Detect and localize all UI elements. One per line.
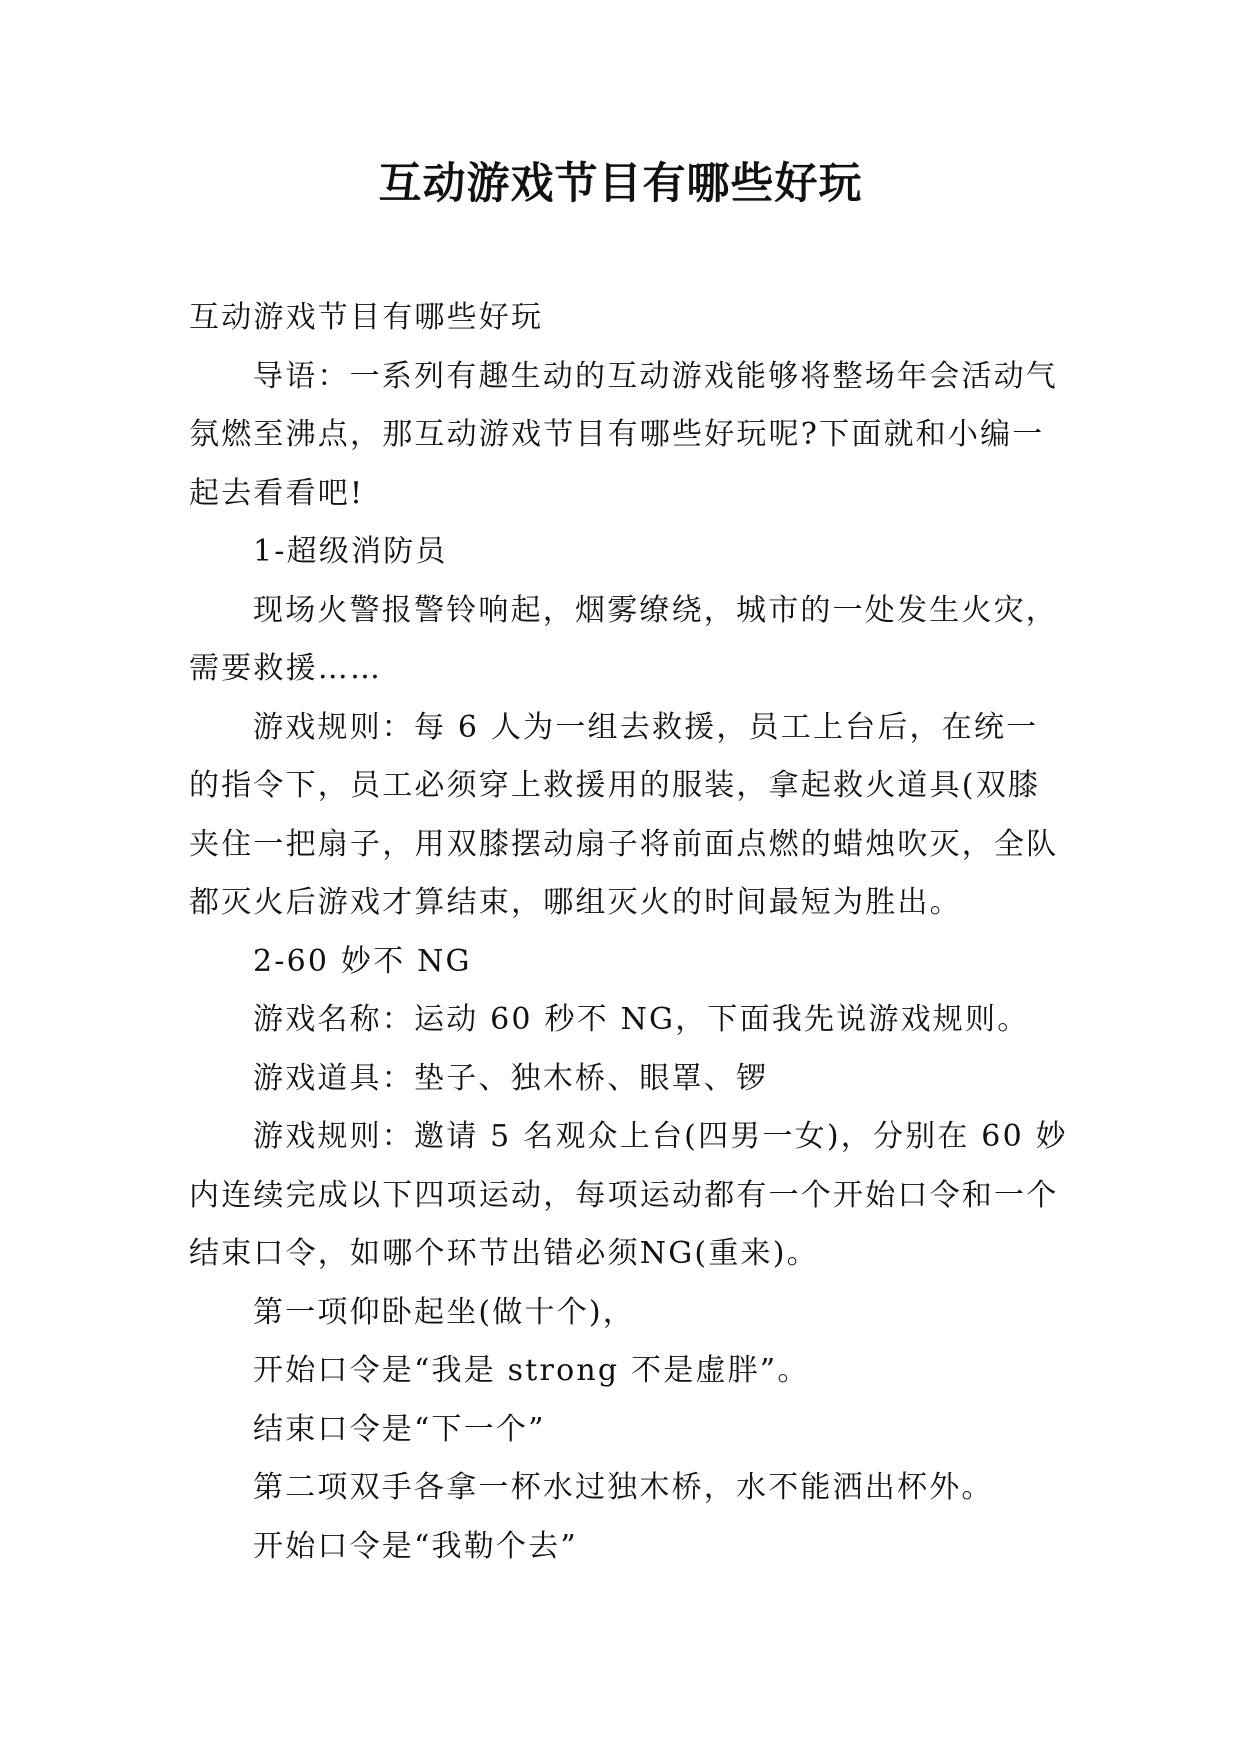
paragraph: 第一项仰卧起坐(做十个)， [253,1294,636,1330]
paragraph: 第二项双手各拿一杯水过独木桥，水不能洒出杯外。 [253,1470,994,1505]
paragraph: 游戏规则：邀请 5 名观众上台(四男一女)，分别在 60 妙内连续完成以下四项运动，每项运动都有一个开始口令和一个结束口令，如哪个环节出错必须NG(重来)。 [189,1119,1068,1271]
paragraph: 游戏道具：垫子、独木桥、眼罩、锣 [253,1060,769,1096]
section-heading-1: 1-超级消防员 [253,534,448,569]
paragraph-subtitle: 互动游戏节目有哪些好玩 [189,300,544,335]
document-body [189,289,1069,1576]
paragraph-intro: 导语：一系列有趣生动的互动游戏能够将整场年会活动气氛燃至沸点，那互动游戏节目有哪些好玩呢?下面就和小编一起去看看吧! [189,358,1058,511]
paragraph: 开始口令是“我是 strong 不是虚胖”。 [253,1353,810,1388]
paragraph: 开始口令是“我勒个去” [253,1528,578,1564]
paragraph: 游戏名称：运动 60 秒不 NG，下面我先说游戏规则。 [253,1002,1030,1037]
paragraph: 结束口令是“下一个” [253,1411,546,1447]
document-title: 互动游戏节目有哪些好玩 [378,159,863,209]
paragraph: 现场火警报警铃响起，烟雾缭绕，城市的一处发生火灾，需要救援…… [189,592,1058,686]
section-heading-2: 2-60 妙不 NG [253,943,472,979]
paragraph: 游戏规则：每 6 人为一组去救援，员工上台后，在统一的指令下，员工必须穿上救援用的服装，拿起救火道具(双膝夹住一把扇子，用双膝摆动扇子将前面点燃的蜡烛吹灭，全队都灭火后游戏才算结束，哪组灭火的时间最短为胜出。 [189,709,1059,920]
